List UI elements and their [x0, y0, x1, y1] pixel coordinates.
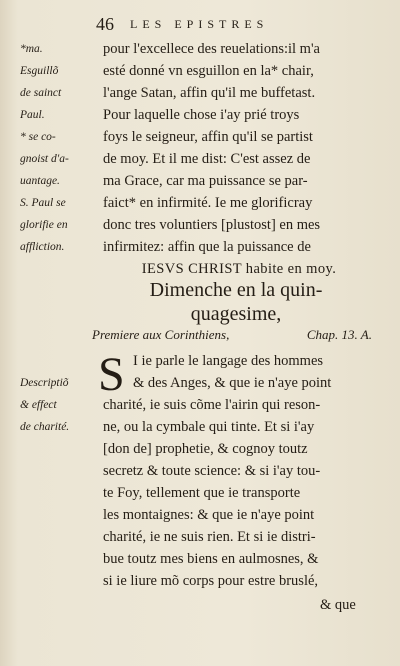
text-line	[0, 84, 400, 104]
text-line	[0, 462, 400, 482]
line-text: bue toutz mes biens en aulmosnes, &	[103, 551, 319, 567]
catchword: & que	[320, 597, 356, 613]
text-line	[0, 528, 400, 548]
line-text: faict* en infirmité. Ie me glorificray	[103, 195, 313, 211]
line-text: l'ange Satan, affin qu'il me buffetast.	[103, 85, 316, 101]
margin-gloss: * se co-	[20, 131, 56, 143]
line-text: secretz & toute science: & si i'ay tou-	[103, 463, 321, 479]
line-text: ne, ou la cymbale qui tinte. Et si i'ay	[103, 419, 315, 435]
section-title-line: quagesime,	[190, 303, 282, 325]
margin-gloss: de sainct	[20, 87, 62, 99]
line-text: charité, ie ne suis rien. Et si ie distri-	[103, 529, 316, 545]
text-line	[0, 106, 400, 126]
section-title-line: Dimenche en la quin-	[149, 279, 323, 301]
line-text: charité, ie suis cõme l'airin qui reson-	[103, 397, 321, 413]
line-text: pour l'excellece des reuelations:il m'a	[103, 41, 320, 57]
subtitle-chapter: Chap. 13. A.	[306, 327, 372, 342]
margin-gloss: gnoist d'a-	[20, 153, 69, 165]
margin-gloss: & effect	[20, 399, 57, 411]
text-line	[0, 194, 400, 214]
text-line	[0, 238, 400, 258]
page-number: 46	[96, 14, 114, 34]
line-text: donc tres voluntiers [plustost] en mes	[103, 217, 321, 233]
margin-gloss: de charité.	[20, 421, 70, 433]
line-text: si ie liure mõ corps pour estre bruslé,	[103, 573, 319, 589]
text-line	[0, 506, 400, 526]
text-line	[0, 550, 400, 570]
line-text: & des Anges, & que ie n'aye point	[133, 375, 332, 391]
margin-gloss: affliction.	[20, 241, 65, 253]
text-line	[0, 374, 400, 394]
margin-gloss: glorifie en	[20, 219, 68, 231]
line-text: Pour laquelle chose i'ay prié troys	[103, 107, 300, 123]
text-line	[0, 260, 400, 280]
text-line	[0, 40, 400, 60]
margin-gloss: *ma.	[20, 43, 43, 55]
line-text: IESVS CHRIST habite en moy.	[141, 261, 337, 277]
text-line	[0, 128, 400, 148]
margin-gloss: Descriptiõ	[20, 377, 69, 389]
line-text: I ie parle le langage des hommes	[133, 353, 324, 369]
line-text: [don de] prophetie, & cognoy toutz	[103, 441, 308, 457]
line-text: de moy. Et il me dist: C'est assez de	[103, 151, 311, 167]
margin-gloss: Esguillõ	[20, 65, 59, 77]
text-line	[0, 216, 400, 236]
text-line	[0, 572, 400, 592]
text-line	[0, 352, 400, 372]
text-line	[0, 484, 400, 504]
margin-gloss: uantage.	[20, 175, 60, 187]
line-text: foys le seigneur, affin qu'il se partist	[103, 129, 313, 145]
line-text: te Foy, tellement que ie transporte	[103, 485, 301, 501]
running-head: LES EPISTRES	[130, 17, 269, 31]
text-line	[0, 62, 400, 82]
margin-gloss: Paul.	[20, 109, 45, 121]
text-line	[0, 172, 400, 192]
text-line	[0, 150, 400, 170]
margin-gloss: S. Paul se	[20, 197, 66, 209]
line-text: ma Grace, car ma puissance se par-	[103, 173, 308, 189]
page-header	[96, 14, 386, 38]
section-subtitle	[92, 326, 372, 344]
line-text: esté donné vn esguillon en la* chair,	[103, 63, 314, 79]
text-line	[0, 396, 400, 416]
drop-cap: S	[98, 348, 125, 401]
line-text: les montaignes: & que ie n'aye point	[103, 507, 315, 523]
text-line	[0, 440, 400, 460]
text-line	[0, 418, 400, 438]
subtitle-book: Premiere aux Corinthiens,	[92, 327, 230, 342]
line-text: infirmitez: affin que la puissance de	[103, 239, 311, 255]
